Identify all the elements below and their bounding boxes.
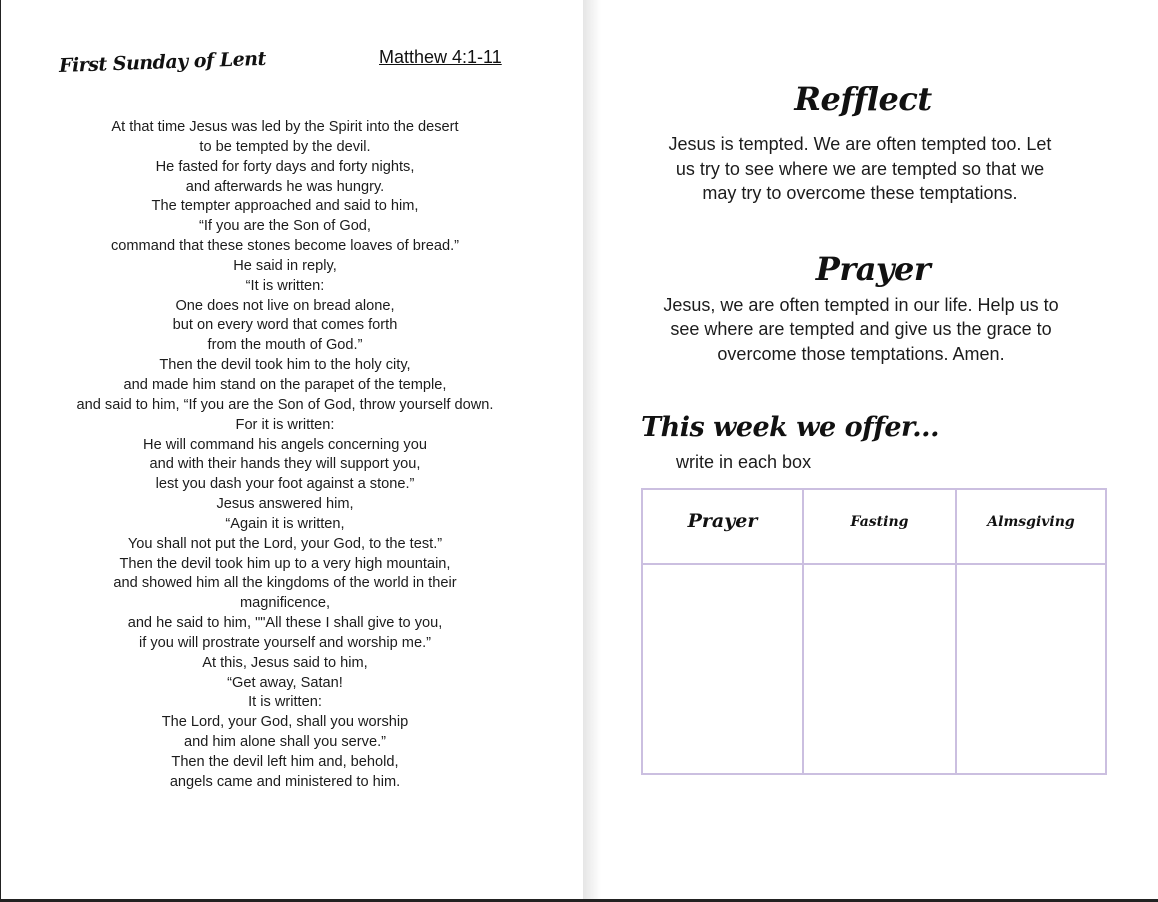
passage-line: to be tempted by the devil. xyxy=(199,138,371,155)
passage-line: and with their hands they will support you, xyxy=(149,456,421,473)
passage-line: and afterwards he was hungry. xyxy=(185,178,385,195)
prayer-text: Jesus, we are often tempted in our life. Help us to see where are tempted and give us the grace to overcome those temptations. Amen. xyxy=(663,295,1059,364)
gospel-passage xyxy=(1,118,569,793)
passage-line: He fasted for forty days and forty nights, xyxy=(155,158,415,175)
passage-line: The Lord, your God, shall you worship xyxy=(161,714,409,731)
passage-line: Jesus answered him, xyxy=(216,496,354,513)
passage-line: and him alone shall you serve.” xyxy=(184,734,386,751)
passage-line: “It is written: xyxy=(245,277,325,294)
passage-line: “Again it is written, xyxy=(225,515,345,532)
offering-table xyxy=(641,488,1107,775)
offer-instruction: write in each box xyxy=(676,452,812,472)
passage-line: and made him stand on the parapet of the temple, xyxy=(123,376,447,393)
passage-line: He will command his angels concerning you xyxy=(143,436,427,453)
passage-line: lest you dash your foot against a stone.” xyxy=(155,476,415,493)
passage-line: if you will prostrate yourself and worship me.” xyxy=(139,634,431,651)
passage-line: “Get away, Satan! xyxy=(227,674,343,691)
passage-line: It is written: xyxy=(248,694,322,711)
prayer-heading: Prayer xyxy=(815,250,931,288)
passage-line: “If you are the Son of God, xyxy=(199,218,371,235)
passage-line: One does not live on bread alone, xyxy=(175,297,395,314)
page-heading: First Sunday of Lent xyxy=(58,47,267,77)
scripture-reference: Matthew 4:1-11 xyxy=(379,47,502,67)
passage-line: Then the devil left him and, behold, xyxy=(171,754,399,770)
passage-line: Then the devil took him up to a very high mountain, xyxy=(119,555,451,572)
passage-line: and said to him, “If you are the Son of God, throw yourself down. xyxy=(76,396,494,413)
right-page xyxy=(583,0,1158,899)
passage-line: but on every word that comes forth xyxy=(172,317,398,334)
passage-line: At this, Jesus said to him, xyxy=(202,654,368,671)
almsgiving-input-box[interactable] xyxy=(957,565,1105,773)
passage-line: and he said to him, ""All these I shall give to you, xyxy=(127,615,443,632)
reflect-text: Jesus is tempted. We are often tempted too. Let us try to see where we are tempted so that we may try to overcome these temptations. xyxy=(668,134,1052,203)
reflect-heading: Refflect xyxy=(794,80,932,118)
passage-line: from the mouth of God.” xyxy=(207,337,363,354)
passage-line: angels came and ministered to him. xyxy=(169,773,401,790)
offer-heading: This week we offer... xyxy=(641,412,939,443)
column-header-prayer: Prayer xyxy=(687,510,758,532)
passage-line: The tempter approached and said to him, xyxy=(151,198,419,215)
passage-line: For it is written: xyxy=(235,416,335,433)
column-header-almsgiving: Almsgiving xyxy=(987,514,1075,530)
passage-line: and showed him all the kingdoms of the world in their xyxy=(113,575,457,592)
fasting-input-box[interactable] xyxy=(804,565,955,773)
passage-line: magnificence, xyxy=(239,595,331,612)
prayer-input-box[interactable] xyxy=(643,565,802,773)
passage-line: Then the devil took him to the holy city, xyxy=(159,357,411,374)
passage-line: You shall not put the Lord, your God, to the test.” xyxy=(127,535,443,552)
passage-line: command that these stones become loaves of bread.” xyxy=(110,238,459,255)
passage-line: At that time Jesus was led by the Spirit into the desert xyxy=(111,119,459,135)
passage-line: He said in reply, xyxy=(233,257,337,274)
left-page xyxy=(1,0,583,899)
column-header-fasting: Fasting xyxy=(850,514,909,530)
